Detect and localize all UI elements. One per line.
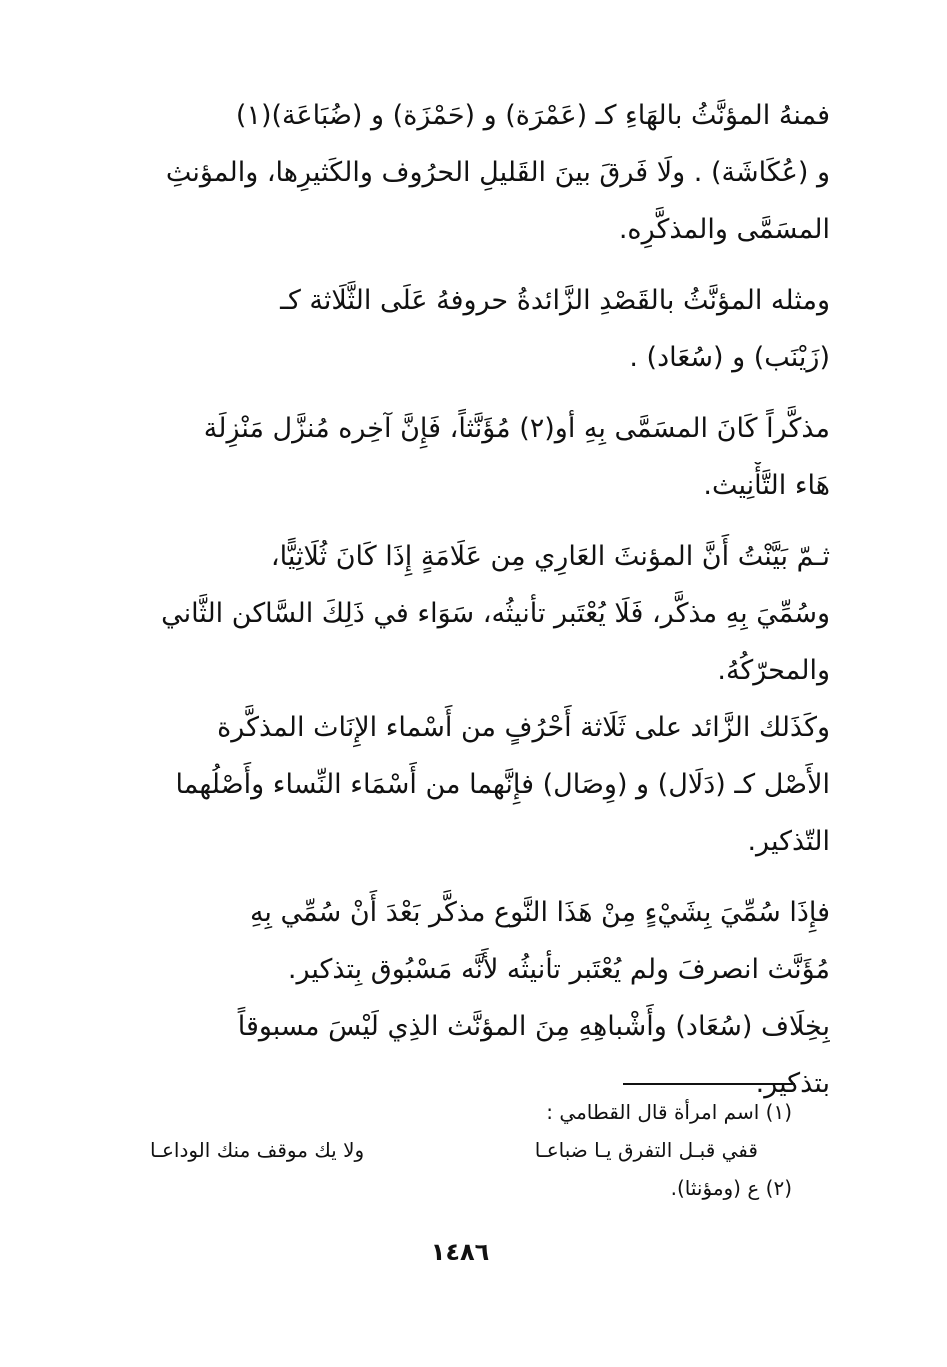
- text-line: المسَمَّى والمذكَّرِه.: [618, 214, 830, 245]
- text-line: والمحرّكُهُ.: [717, 655, 830, 686]
- text-line: هَاء التَّأْنِيث.: [703, 470, 830, 501]
- text-line: (زَيْنَب) و (سُعَاد) .: [629, 342, 830, 373]
- text-line: التّذكير.: [747, 826, 830, 857]
- text-line: ومثله المؤنَّثُ بالقَصْدِ الزَّائدةُ حروفهُ عَلَى الثَّلَاثة كـ: [280, 285, 830, 316]
- text-line: الأَصْل كـ (دَلَال) و (وِصَال) فإِنَّهما من أَسْمَاء النِّساء وأَصْلُهما: [175, 769, 830, 800]
- text-line: وسُمِّيَ بِهِ مذكَّر، فَلَا يُعْتَبر تأنيثُه، سَوَاء في ذَلِكَ السَّاكن الثَّاني: [161, 598, 830, 629]
- text-line: فإِذَا سُمِّيَ بِشَيْءٍ مِنْ هَذَا النَّوع مذكَّر بَعْدَ أَنْ سُمِّي بِهِ: [249, 897, 830, 928]
- text-line: وكَذَلك الزَّائد على ثَلَاثة أَحْرُفٍ من أَسْماء الإِنَاث المذكَّرة: [217, 712, 830, 743]
- text-line: بِخِلَاف (سُعَاد) وأَشْباهِهِ مِنَ المؤنَّث الذِي لَيْسَ مسبوقاً: [237, 1011, 830, 1042]
- footnote-separator: [623, 1083, 795, 1085]
- text-line: و (عُكَاشَة) . ولَا فَرقَ بينَ القَليلِ الحرُوف والكَثيرِها، والمؤنثِ: [165, 157, 830, 188]
- text-line: ثـمّ بَيَّنْتُ أَنَّ المؤنثَ العَارِي مِن عَلَامَةٍ إِذَا كَانَ ثُلَاثِيًّا،: [270, 541, 830, 572]
- verse-first-hemistich: قفي قبـل التفرق يـا ضباعـا: [534, 1138, 758, 1162]
- footnote-2: (٢) ع (ومؤنثا).: [670, 1176, 792, 1200]
- footnotes: [150, 1094, 792, 1208]
- verse-second-hemistich: ولا يك موقف منك الوداعـا: [150, 1138, 365, 1162]
- text-line: مذكَّراً كَانَ المسَمَّى بِهِ أو(٢) مُؤَنَّثاً، فَإِنَّ آخِره مُنزَّل مَنْزِلَة: [203, 413, 830, 444]
- main-text: [118, 92, 830, 1117]
- text-line: مُؤَنَّث انصرفَ ولم يُعْتَبر تأنيثُه لأَنَّه مَسْبُوق بِتذكير.: [287, 954, 830, 985]
- page-number: ١٤٨٦: [430, 1238, 490, 1266]
- footnote-1: (١) اسم امرأة قال القطامي :: [546, 1100, 792, 1124]
- text-line: فمنهُ المؤنَّثُ بالهَاءِ كـ (عَمْرَة) و (حَمْزَة) و (ضُبَاعَة)(١): [235, 100, 830, 131]
- text-line: بتذكير.: [755, 1068, 830, 1099]
- footnote-verse: [150, 1132, 792, 1170]
